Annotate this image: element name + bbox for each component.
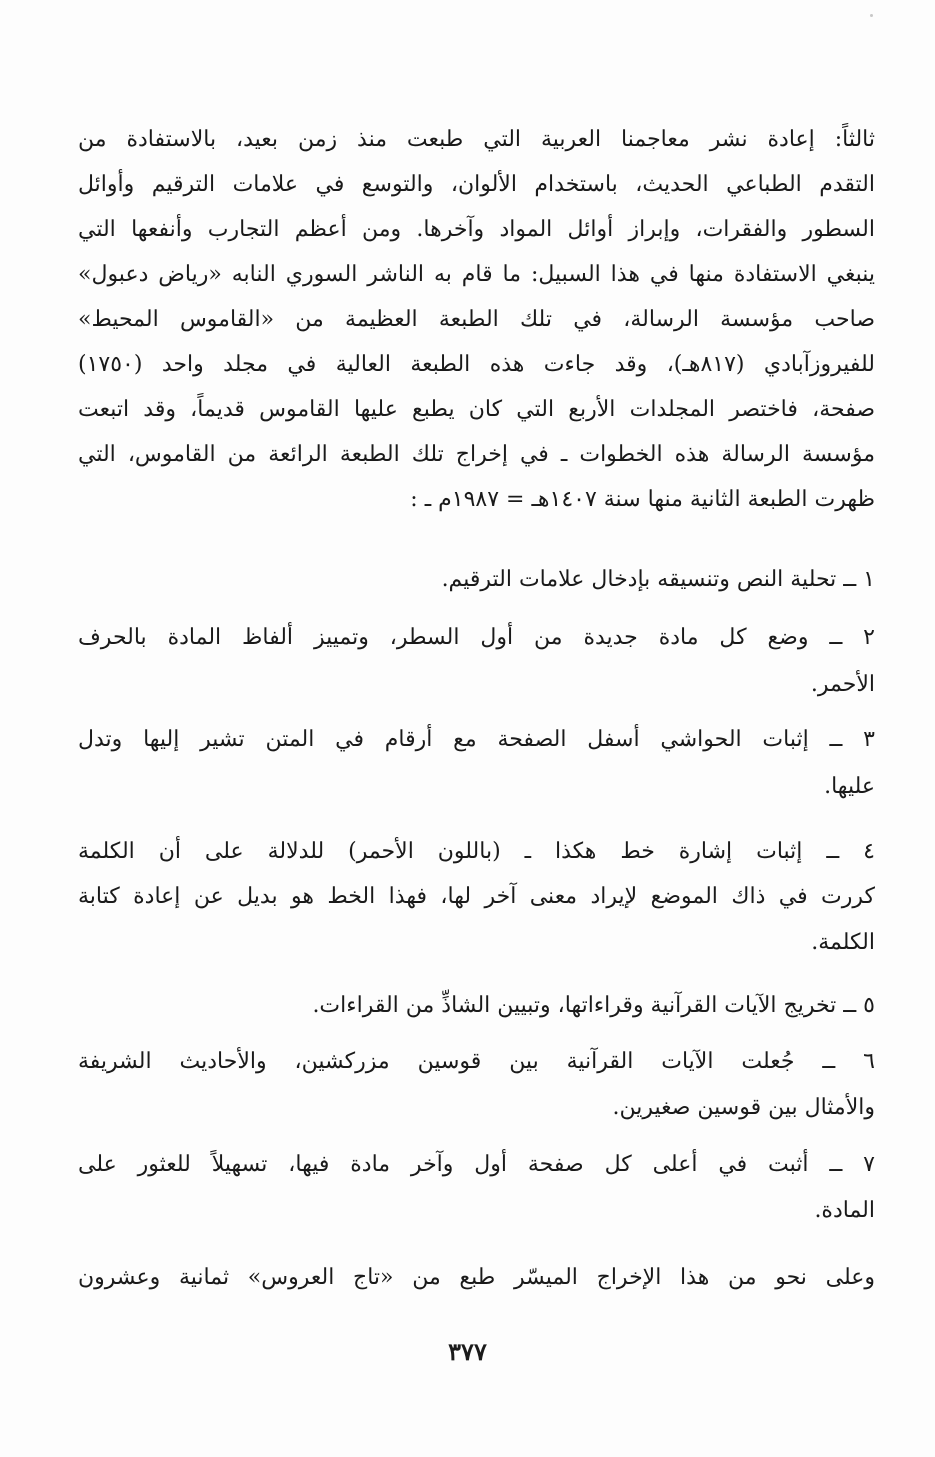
- list-item-line: عليها.: [824, 774, 875, 799]
- list-item-line: والأمثال بين قوسين صغيرين.: [612, 1095, 875, 1120]
- paragraph-line: مؤسسة الرسالة هذه الخطوات ـ في إخراج تلك الطبعة الرائعة من القاموس، التي: [78, 442, 875, 467]
- paragraph-line: ينبغي الاستفادة منها في هذا السبيل: ما قام به الناشر السوري النابه «رياض دعبول»: [78, 262, 875, 287]
- paragraph-line: وعلى نحو من هذا الإخراج الميسّر طبع من «تاج العروس» ثمانية وعشرون: [78, 1265, 875, 1290]
- list-item-line: ٢ ــ وضع كل مادة جديدة من أول السطر، وتمييز ألفاظ المادة بالحرف: [78, 625, 875, 650]
- list-item-line: الأحمر.: [810, 672, 875, 697]
- paragraph-line: صفحة، فاختصر المجلدات الأربع التي كان يطبع عليها القاموس قديماً، وقد اتبعت: [78, 397, 875, 422]
- list-item-line: ٦ ــ جُعلت الآيات القرآنية بين قوسين مزركشين، والأحاديث الشريفة: [78, 1049, 875, 1074]
- list-item-line: الكلمة.: [811, 930, 875, 955]
- list-item-line: المادة.: [814, 1198, 875, 1223]
- paragraph-line: صاحب مؤسسة الرسالة، في تلك الطبعة العظيمة من «القاموس المحيط»: [78, 307, 875, 332]
- list-item-line: ٤ ــ إثبات إشارة خط هكذا ـ (باللون الأحمر) للدلالة على أن الكلمة: [78, 839, 875, 864]
- list-item-line: كررت في ذاك الموضع لإيراد معنى آخر لها، فهذا الخط هو بديل عن إعادة كتابة: [78, 884, 875, 909]
- paragraph-line: التقدم الطباعي الحديث، باستخدام الألوان، والتوسع في علامات الترقيم وأوائل: [78, 172, 875, 197]
- paragraph-line: ظهرت الطبعة الثانية منها سنة ١٤٠٧هـ = ١٩٨٧م ـ :: [410, 487, 875, 512]
- list-item-line: ٣ ــ إثبات الحواشي أسفل الصفحة مع أرقام في المتن تشير إليها وتدل: [78, 727, 875, 752]
- list-item-line: ٧ ــ أثبت في أعلى كل صفحة أول وآخر مادة فيها، تسهيلاً للعثور على: [78, 1152, 875, 1177]
- paragraph-line: ثالثاً: إعادة نشر معاجمنا العربية التي طبعت منذ زمن بعيد، بالاستفادة من: [78, 127, 875, 152]
- paragraph-line: للفيروزآبادي (٨١٧هـ)، وقد جاءت هذه الطبعة العالية في مجلد واحد (١٧٥٠): [78, 352, 875, 377]
- scan-speck: [870, 14, 873, 17]
- paragraph-line: السطور والفقرات، وإبراز أوائل المواد وآخرها. ومن أعظم التجارب وأنفعها التي: [78, 217, 875, 242]
- page-number: ٣٧٧: [448, 1337, 487, 1366]
- list-item-line: ١ ــ تحلية النص وتنسيقه بإدخال علامات الترقيم.: [441, 567, 875, 592]
- list-item-line: ٥ ــ تخريج الآيات القرآنية وقراءاتها، وتبيين الشاذِّ من القراءات.: [312, 993, 875, 1018]
